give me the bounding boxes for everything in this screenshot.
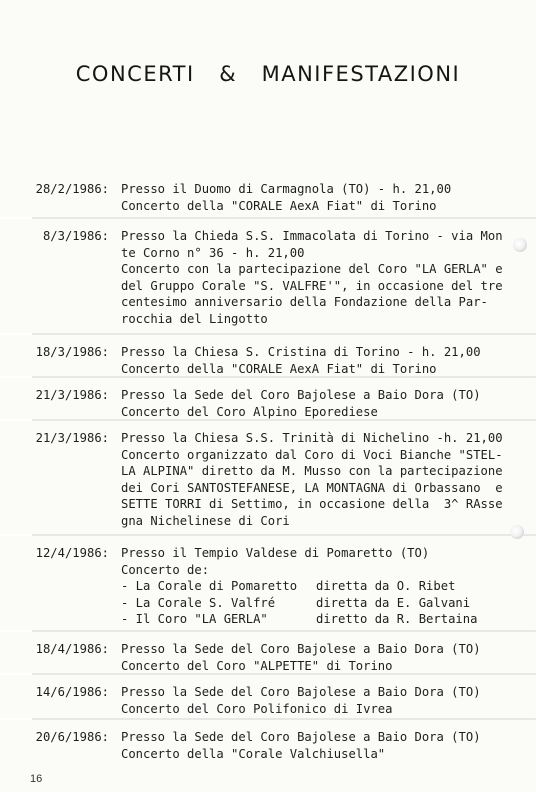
punch-hole-mark bbox=[513, 238, 527, 252]
entry-line: Presso la Chiesa S.S. Trinità di Nichelino -h. 21,00 bbox=[121, 431, 503, 445]
entry-date: 21/3/1986: bbox=[35, 431, 109, 445]
entry-divider bbox=[0, 419, 536, 421]
entry-divider bbox=[0, 673, 536, 675]
entry-line: Presso la Chiesa S. Cristina di Torino - h. 21,00 bbox=[121, 345, 481, 359]
entry-date: 8/3/1986: bbox=[42, 229, 109, 243]
entry-description bbox=[121, 545, 513, 628]
entry-divider bbox=[0, 333, 536, 335]
entry-line: Concerto organizzato dal Coro di Voci Bianche "STEL- bbox=[121, 447, 503, 462]
page-title: CONCERTI & MANIFESTAZIONI bbox=[75, 62, 461, 86]
entry-description bbox=[121, 641, 513, 674]
entry-line: Concerto della "CORALE AexA Fiat" di Torino bbox=[121, 198, 437, 213]
entry-line: Concerto della "CORALE AexA Fiat" di Torino bbox=[121, 361, 437, 376]
choir-director: diretto da R. Bertaina bbox=[316, 612, 478, 626]
choir-director: diretta da O. Ribet bbox=[316, 579, 456, 593]
entry-line: Concerto del Coro Alpino Eporediese bbox=[121, 404, 378, 419]
entry-description bbox=[121, 387, 513, 420]
choir-director: diretta da E. Galvani bbox=[316, 595, 471, 610]
entry-date: 21/3/1986: bbox=[35, 388, 109, 402]
entry-line: Presso la Chieda S.S. Immacolata di Torino - via Mon bbox=[121, 229, 503, 243]
entry-line: del Gruppo Corale "S. VALFRE'", in occasione del tre bbox=[121, 278, 503, 293]
entry-line: Concerto del Coro "ALPETTE" di Torino bbox=[121, 658, 393, 673]
entry-line: SETTE TORRI di Settimo, in occasione della 3^ RAsse bbox=[121, 497, 503, 511]
choir-name: - Il Coro "LA GERLA" bbox=[121, 612, 268, 626]
entry-date: 12/4/1986: bbox=[35, 546, 109, 560]
choir-item bbox=[121, 595, 513, 612]
entry-date: 20/6/1986: bbox=[35, 730, 109, 744]
entry-divider bbox=[0, 376, 536, 378]
entry-description bbox=[121, 181, 513, 214]
entry-line: Concerto del Coro Polifonico di Ivrea bbox=[121, 701, 393, 716]
entry-line: dei Cori SANTOSTEFANESE, LA MONTAGNA di Orbassano e bbox=[121, 480, 503, 495]
entry-divider bbox=[0, 718, 536, 720]
entry-line: Presso il Duomo di Carmagnola (TO) - h. 21,00 bbox=[121, 182, 452, 196]
entry-line: Concerto con la partecipazione del Coro "LA GERLA" e bbox=[121, 262, 503, 276]
entry-divider bbox=[0, 534, 536, 536]
punch-hole-mark bbox=[510, 525, 524, 539]
page-number: 16 bbox=[30, 773, 43, 785]
entry-divider bbox=[0, 217, 536, 219]
entry-description bbox=[121, 344, 513, 377]
entry-date: 18/3/1986: bbox=[35, 345, 109, 359]
choir-item bbox=[121, 578, 513, 595]
choir-item bbox=[121, 611, 513, 628]
choir-name: - La Corale di Pomaretto bbox=[121, 579, 298, 593]
choir-list bbox=[121, 578, 513, 628]
entry-line: Presso la Sede del Coro Bajolese a Baio Dora (TO) bbox=[121, 388, 481, 402]
entry-date: 28/2/1986: bbox=[35, 182, 109, 196]
entry-line: LA ALPINA" diretto da M. Musso con la partecipazione bbox=[121, 464, 503, 478]
entry-line: Presso la Sede del Coro Bajolese a Baio Dora (TO) bbox=[121, 685, 481, 699]
entry-line: centesimo anniversario della Fondazione della Par- bbox=[121, 295, 488, 309]
entry-description bbox=[121, 430, 513, 529]
entry-line: rocchia del Lingotto bbox=[121, 311, 268, 326]
entry-line: Concerto de: bbox=[121, 562, 210, 577]
entry-line: gna Nichelinese di Cori bbox=[121, 513, 290, 528]
entry-line: Presso il Tempio Valdese di Pomaretto (TO) bbox=[121, 546, 430, 560]
entry-description bbox=[121, 228, 513, 327]
entry-line: Presso la Sede del Coro Bajolese a Baio Dora (TO) bbox=[121, 730, 481, 744]
choir-name: - La Corale S. Valfré bbox=[121, 595, 276, 610]
entry-line: Concerto della "Corale Valchiusella" bbox=[121, 746, 386, 761]
entry-line: Presso la Sede del Coro Bajolese a Baio Dora (TO) bbox=[121, 642, 481, 656]
entry-date: 18/4/1986: bbox=[35, 642, 109, 656]
entry-description bbox=[121, 684, 513, 717]
entry-date: 14/6/1986: bbox=[35, 685, 109, 699]
entry-line: te Corno n° 36 - h. 21,00 bbox=[121, 245, 305, 260]
entry-divider bbox=[0, 630, 536, 632]
entry-description bbox=[121, 729, 513, 762]
